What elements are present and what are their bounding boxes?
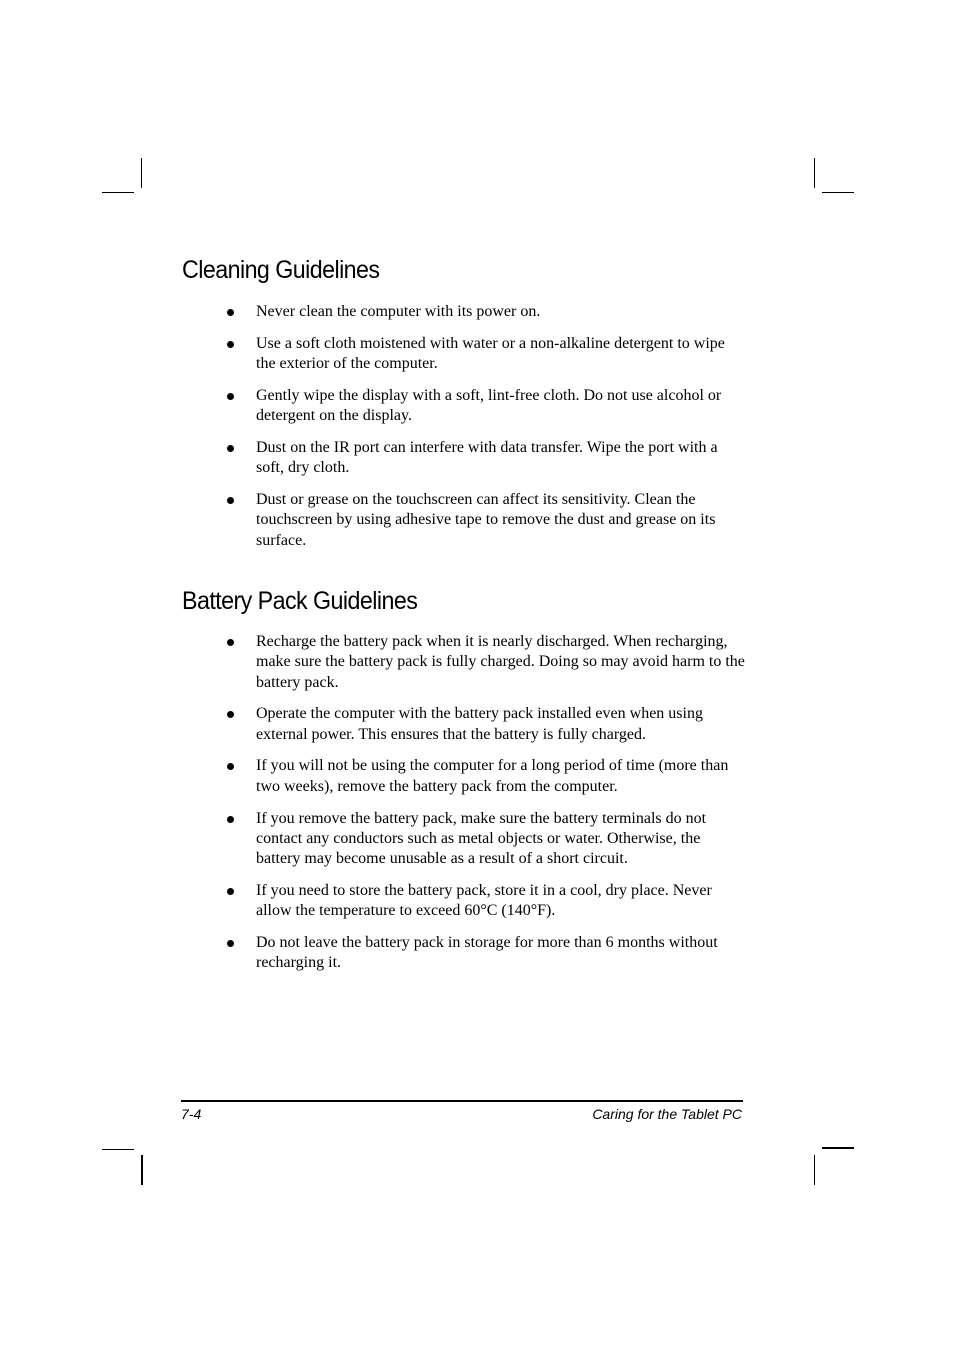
list-item bbox=[256, 756, 746, 797]
list-item-text: Do not leave the battery pack in storage for more than 6 months without recharging it. bbox=[256, 934, 718, 972]
list-item-text: If you need to store the battery pack, store it in a cool, dry place. Never allow the temperature to exceed 60°C (140°F). bbox=[256, 881, 712, 920]
list-item bbox=[256, 704, 746, 745]
list-item-text: Never clean the computer with its power on. bbox=[256, 303, 541, 320]
bullet-icon bbox=[227, 341, 234, 348]
page-number: 7-4 bbox=[181, 1106, 202, 1122]
crop-mark-bottom-right-h bbox=[822, 1147, 854, 1149]
list-item-text: Dust or grease on the touchscreen can affect its sensitivity. Clean the touchscreen by using adhesive tape to remove the dust and grease on its surface. bbox=[256, 491, 716, 549]
chapter-title: Caring for the Tablet PC bbox=[592, 1106, 742, 1122]
crop-mark-bottom-left-v bbox=[141, 1155, 143, 1185]
list-item bbox=[256, 334, 746, 375]
list-item bbox=[256, 632, 746, 693]
list-item bbox=[256, 438, 746, 479]
list-item-text: If you will not be using the computer for a long period of time (more than two weeks), remove the battery pack from the computer. bbox=[256, 757, 729, 795]
footer-rule bbox=[181, 1100, 743, 1102]
list-item-text: Recharge the battery pack when it is nearly discharged. When recharging, make sure the battery pack is fully charged. Doing so may avoid harm to the battery pack. bbox=[256, 633, 745, 691]
list-item bbox=[256, 490, 746, 551]
list-item-text: Gently wipe the display with a soft, lint-free cloth. Do not use alcohol or detergent on the display. bbox=[256, 386, 722, 425]
battery-pack-guidelines-list bbox=[256, 632, 746, 985]
bullet-icon bbox=[227, 816, 234, 823]
list-item-text: Operate the computer with the battery pack installed even when using external power. This ensures that the battery is fully charged. bbox=[256, 705, 703, 743]
crop-mark-top-left-v bbox=[141, 158, 142, 188]
bullet-icon bbox=[227, 639, 234, 646]
list-item-text: Use a soft cloth moistened with water or a non-alkaline detergent to wipe the exterior of the computer. bbox=[256, 334, 725, 373]
bullet-icon bbox=[227, 309, 234, 316]
list-item bbox=[256, 809, 746, 870]
battery-pack-guidelines-heading: Battery Pack Guidelines bbox=[182, 587, 418, 615]
list-item-text: Dust on the IR port can interfere with data transfer. Wipe the port with a soft, dry cloth. bbox=[256, 438, 718, 477]
list-item-text: If you remove the battery pack, make sure the battery terminals do not contact any conductors such as metal objects or water. Otherwise, the battery may become unusable as a result of a short circuit. bbox=[256, 809, 707, 868]
bullet-icon bbox=[227, 497, 234, 504]
bullet-icon bbox=[227, 763, 234, 770]
bullet-icon bbox=[227, 393, 234, 400]
list-item bbox=[256, 302, 746, 322]
bullet-icon bbox=[227, 445, 234, 452]
crop-mark-bottom-right-v bbox=[814, 1155, 815, 1185]
bullet-icon bbox=[227, 711, 234, 718]
crop-mark-top-right-h bbox=[822, 192, 854, 193]
list-item bbox=[256, 386, 746, 427]
cleaning-guidelines-list bbox=[256, 302, 746, 562]
crop-mark-bottom-left-h bbox=[102, 1149, 134, 1150]
list-item bbox=[256, 933, 746, 974]
bullet-icon bbox=[227, 888, 234, 895]
crop-mark-top-right-v bbox=[814, 158, 815, 188]
list-item bbox=[256, 881, 746, 922]
cleaning-guidelines-heading: Cleaning Guidelines bbox=[182, 256, 380, 284]
bullet-icon bbox=[227, 940, 234, 947]
crop-mark-top-left-h bbox=[102, 192, 134, 193]
